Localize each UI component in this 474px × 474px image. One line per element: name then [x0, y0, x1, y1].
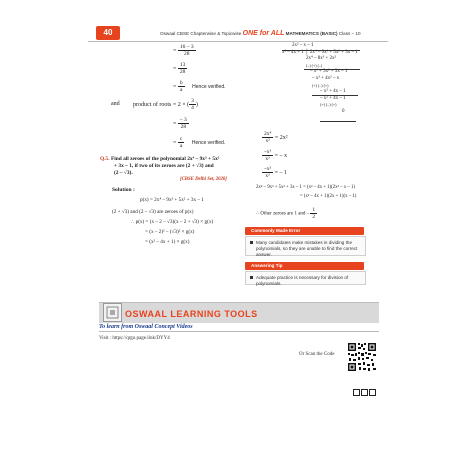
division-signs-3: (+) (–) (+) [320, 102, 337, 108]
nav-box-icon[interactable] [361, 389, 368, 396]
answering-tip-title: Answering Tip [251, 263, 283, 268]
factorisation-1: 2x⁴ – 9x³ + 5x² + 3x – 1 = (x² – 4x + 1)(2x² – x – 1) [256, 185, 355, 190]
division-signs-2: (+) (–) (+) [312, 82, 329, 88]
step-3: = $\frac{b}{a}$ Hence verified. [173, 80, 226, 93]
learning-tools-title: OSWAAL LEARNING TOOLS [125, 309, 258, 319]
question-line-2: + 3x – 1, if two of its zeroes are (2 + √3) and [114, 163, 214, 169]
step-2: = $\frac{13}{28}$ [173, 62, 186, 75]
bullet-icon [250, 241, 253, 244]
question-number: Q.5. [100, 156, 110, 162]
division-row-4: – x² + 4x – 1 [320, 89, 346, 95]
division-row-1: 2x⁴ – 8x³ + 2x² [306, 56, 337, 62]
class-label: Class – 10 [338, 31, 361, 36]
bullet-icon [250, 276, 253, 279]
learning-tools-subtitle: To learn from Oswaal Concept Videos [99, 324, 379, 332]
subject-title: MATHEMATICS (BASIC) [285, 31, 338, 36]
and-label: and [111, 101, 120, 107]
right-step-1: $\frac{\text{2x⁴}}{\text{x²}}$ = 2x² [264, 131, 288, 144]
header-divider [88, 41, 388, 42]
answering-tip-box [245, 271, 366, 285]
question-line-1: Find all zeroes of the polynomial 2x⁴ – 9x³ + 5x² [110, 156, 220, 162]
right-step-3: $\frac{\text{–x²}}{\text{x²}}$ = – 1 [264, 166, 288, 179]
division-quotient: 2x² – x – 1 [292, 43, 314, 48]
solution-line-1: p(x) = 2x⁴ – 9x³ + 5x² + 3x – 1 [140, 197, 204, 203]
series-title: Oswaal CBSE Chapterwise & Topicwise [160, 31, 242, 36]
division-row-5: – x² + 4x – 1 [320, 95, 346, 101]
nav-box-icon[interactable] [353, 389, 360, 396]
common-error-box [245, 236, 366, 256]
division-remainder: 0 [342, 108, 345, 114]
other-zeroes: ∴ Other zeroes are 1 and – $\frac{1}{2}$ [256, 207, 316, 220]
right-step-2: $\frac{\text{–x³}}{\text{x²}}$ = – x [264, 149, 288, 162]
question-block [100, 156, 219, 177]
nav-box-icon[interactable] [369, 389, 376, 396]
oswaal-logo-icon [103, 303, 122, 322]
factorisation-2: = (x² – 4x + 1)(2x + 1)(x – 1) [300, 194, 357, 199]
question-line-3: (2 – √3). [114, 170, 133, 176]
common-error-header [245, 227, 364, 235]
step-5: = $\frac{c}{a}$ Hence verified. [173, 136, 226, 149]
answering-tip-header [245, 262, 364, 270]
visit-link[interactable]: Visit : https://qrgo.page.link/DYY4 [99, 336, 170, 341]
division-row-3: – x³ + 4x² – x [312, 75, 340, 81]
page-nav [353, 383, 377, 401]
page-number-badge: 40 [96, 26, 120, 40]
verified-1: Hence verified. [192, 83, 226, 90]
qr-code-icon[interactable] [347, 342, 377, 372]
solution-label: Solution : [112, 187, 135, 193]
answering-tip-text: Adequate practice is necessary for division of polynomials. [256, 275, 349, 286]
step-4: = $\frac{- 3}{28}$ [173, 117, 187, 130]
division-divisor-dividend: x² – 4x + 1 │ 2x⁴ – 9x³ + 5x² + 3x – 1 [282, 49, 358, 55]
common-error-text: Many candidates make mistakes in dividing the polynomials, so they are unable to find the correct answer. [256, 240, 358, 257]
common-error-title: Commonly Made Error [251, 228, 301, 233]
step-1: = $\frac{16 - 3}{28}$ [173, 44, 194, 57]
scan-code-label: Or Scan the Code [299, 352, 335, 357]
running-header [160, 30, 361, 37]
division-signs-1: (–) (+) (–) [306, 62, 323, 68]
division-row-2: – x³ + 3x² + 3x – 1 [310, 69, 348, 75]
product-of-roots: product of roots = 2 × ( $\frac{3}{4}$ ) [133, 98, 198, 111]
verified-2: Hence verified. [191, 139, 226, 146]
brand-logo: ONE for ALL [242, 30, 285, 37]
solution-line-5: = (x² – 4x + 1) × g(x) [145, 239, 190, 245]
cbse-tag: [CBSE Delhi Set, 2020] [180, 177, 227, 182]
solution-line-4: = (x – 2)² – (√3)² × g(x) [145, 229, 195, 235]
solution-line-3: ∴ p(x) = (x – 2 – √3)(x – 2 + √3) × g(x) [131, 219, 214, 225]
solution-line-2: (2 + √3) and (2 – √3) are zeroes of p(x) [112, 209, 194, 215]
long-division [282, 43, 360, 116]
